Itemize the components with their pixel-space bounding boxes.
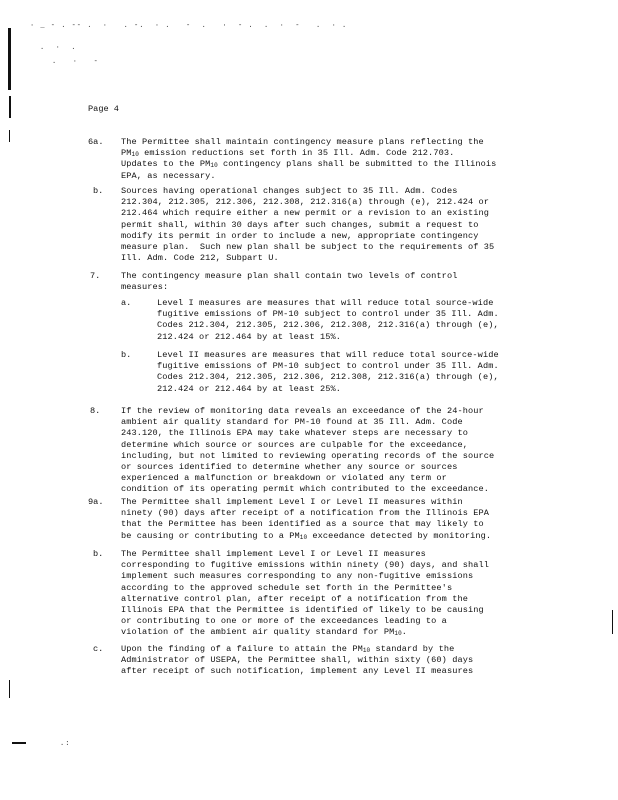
- paragraph-label-p7a: a.: [121, 298, 132, 308]
- paragraph-p6a-line: EPA, as necessary.: [121, 170, 216, 181]
- paragraph-p9b-line: The Permittee shall implement Level I or Level II measures: [121, 549, 426, 559]
- paragraph-p9c-line: after receipt of such notification, implement any Level II measures: [121, 666, 474, 677]
- scan-noise-top-3: . · -: [52, 58, 99, 66]
- scan-edge-mark-6: [612, 610, 613, 634]
- paragraph-p7-line: measures:: [121, 282, 169, 293]
- paragraph-p9a-line: be causing or contributing to a PM10 exceedance detected by monitoring.: [121, 530, 492, 541]
- paragraph-p6b-line: permit shall, within 30 days after such changes, submit a request to: [121, 219, 479, 230]
- paragraph-p8-line: ambient air quality standard for PM-10 found at 35 Ill. Adm. Code: [121, 417, 463, 428]
- paragraph-p6b-line: 212.464 which require either a new permit or a revision to an existing: [121, 208, 489, 219]
- paragraph-p9a-line: ninety (90) days after receipt of a notification from the Illinois EPA: [121, 508, 489, 519]
- paragraph-p8-line: or sources identified to determine whether any source or sources: [121, 462, 458, 472]
- paragraph-p7a-line: Level I measures are measures that will reduce total source-wide: [157, 298, 494, 308]
- paragraph-p6b-line: Sources having operational changes subject to 35 Ill. Adm. Codes: [121, 186, 458, 196]
- paragraph-label-p6a: 6a.: [88, 137, 104, 147]
- paragraph-p7b-line: fugitive emissions of PM-10 subject to control under 35 Ill. Adm.: [157, 361, 499, 372]
- scan-edge-mark-5: [12, 742, 26, 744]
- paragraph-p9b-line: violation of the ambient air quality standard for PM10.: [121, 627, 408, 638]
- paragraph-p7-line: The contingency measure plan shall contain two levels of control: [121, 271, 458, 281]
- paragraph-p8-line: determine which source or sources are culpable for the exceedance,: [121, 439, 468, 450]
- paragraph-p9c-line: Administrator of USEPA, the Permittee shall, within sixty (60) days: [121, 655, 474, 666]
- paragraph-p8-line: If the review of monitoring data reveals an exceedance of the 24-hour: [121, 406, 484, 416]
- paragraph-p6b-line: measure plan. Such new plan shall be subject to the requirements of 35: [121, 242, 495, 252]
- paragraph-p9b-line: Illinois EPA that the Permittee is identified of likely to be causing: [121, 605, 484, 615]
- paragraph-label-p7: 7.: [90, 271, 101, 281]
- scan-edge-mark: [8, 28, 11, 90]
- paragraph-p9a-line: The Permittee shall implement Level I or Level II measures within: [121, 497, 463, 507]
- paragraph-p8-line: experienced a malfunction or breakdown or violated any term or: [121, 473, 447, 484]
- scan-edge-mark-3: [9, 130, 10, 142]
- paragraph-p7b-line: 212.424 or 212.464 by at least 25%.: [157, 383, 341, 394]
- scan-edge-mark-4: [9, 680, 10, 698]
- paragraph-label-p6b: b.: [93, 186, 104, 196]
- paragraph-p9b-line: according to the approved schedule set forth in the Permittee's: [121, 582, 453, 593]
- paragraph-p6b-line: modify its permit in order to include a new, appropriate contingency: [121, 230, 479, 241]
- paragraph-p9b-line: corresponding to fugitive emissions within ninety (90) days, and shall: [121, 560, 489, 571]
- paragraph-label-p9a: 9a.: [88, 497, 104, 507]
- paragraph-label-p9b: b.: [93, 549, 104, 559]
- paragraph-label-p8: 8.: [90, 406, 101, 416]
- paragraph-p6a-line: The Permittee shall maintain contingency measure plans reflecting the: [121, 137, 484, 147]
- paragraph-p7a-line: Codes 212.304, 212.305, 212.306, 212.308, 212.316(a) through (e),: [157, 320, 499, 331]
- paragraph-p6b-line: 212.304, 212.305, 212.306, 212.308, 212.316(a) through (e), 212.424 or: [121, 197, 489, 208]
- paragraph-p8-line: condition of its operating permit which contributed to the exceedance.: [121, 484, 489, 495]
- scan-noise-bottom: .:: [60, 740, 71, 748]
- paragraph-p9b-line: or contributing to one or more of the exceedances leading to a: [121, 616, 447, 627]
- scan-edge-mark-2: [9, 96, 11, 118]
- paragraph-label-p9c: c.: [93, 644, 104, 654]
- paragraph-label-p7b: b.: [121, 350, 132, 360]
- paragraph-p9b-line: implement such measures corresponding to any non-fugitive emissions: [121, 571, 474, 582]
- paragraph-p7b-line: Level II measures are measures that will reduce total source-wide: [157, 350, 499, 360]
- paragraph-p6a-line: Updates to the PM10 contingency plans shall be submitted to the Illinois: [121, 159, 497, 170]
- paragraph-p7b-line: Codes 212.304, 212.305, 212.306, 212.308, 212.316(a) through (e),: [157, 372, 499, 383]
- page-number: Page 4: [88, 104, 119, 114]
- paragraph-p6b-line: Ill. Adm. Code 212, Subpart U.: [121, 253, 279, 264]
- paragraph-p7a-line: 212.424 or 212.464 by at least 15%.: [157, 331, 341, 342]
- paragraph-p9c-line: Upon the finding of a failure to attain the PM10 standard by the: [121, 644, 455, 654]
- scan-noise-top-2: . · .: [40, 44, 77, 52]
- paragraph-p9a-line: that the Permittee has been identified as a source that may likely to: [121, 519, 484, 530]
- paragraph-p6a-line: PM10 emission reductions set forth in 35 Ill. Adm. Code 212.703.: [121, 148, 455, 159]
- paragraph-p9b-line: alternative control plan, after receipt of a notification from the: [121, 593, 468, 604]
- scan-noise-top: · _ - . -- . · . -. · . - . · - . . · - . · .: [30, 22, 348, 30]
- paragraph-p7a-line: fugitive emissions of PM-10 subject to control under 35 Ill. Adm.: [157, 309, 499, 320]
- paragraph-p8-line: 243.120, the Illinois EPA may take whatever steps are necessary to: [121, 428, 468, 439]
- paragraph-p8-line: including, but not limited to reviewing operating records of the source: [121, 450, 495, 461]
